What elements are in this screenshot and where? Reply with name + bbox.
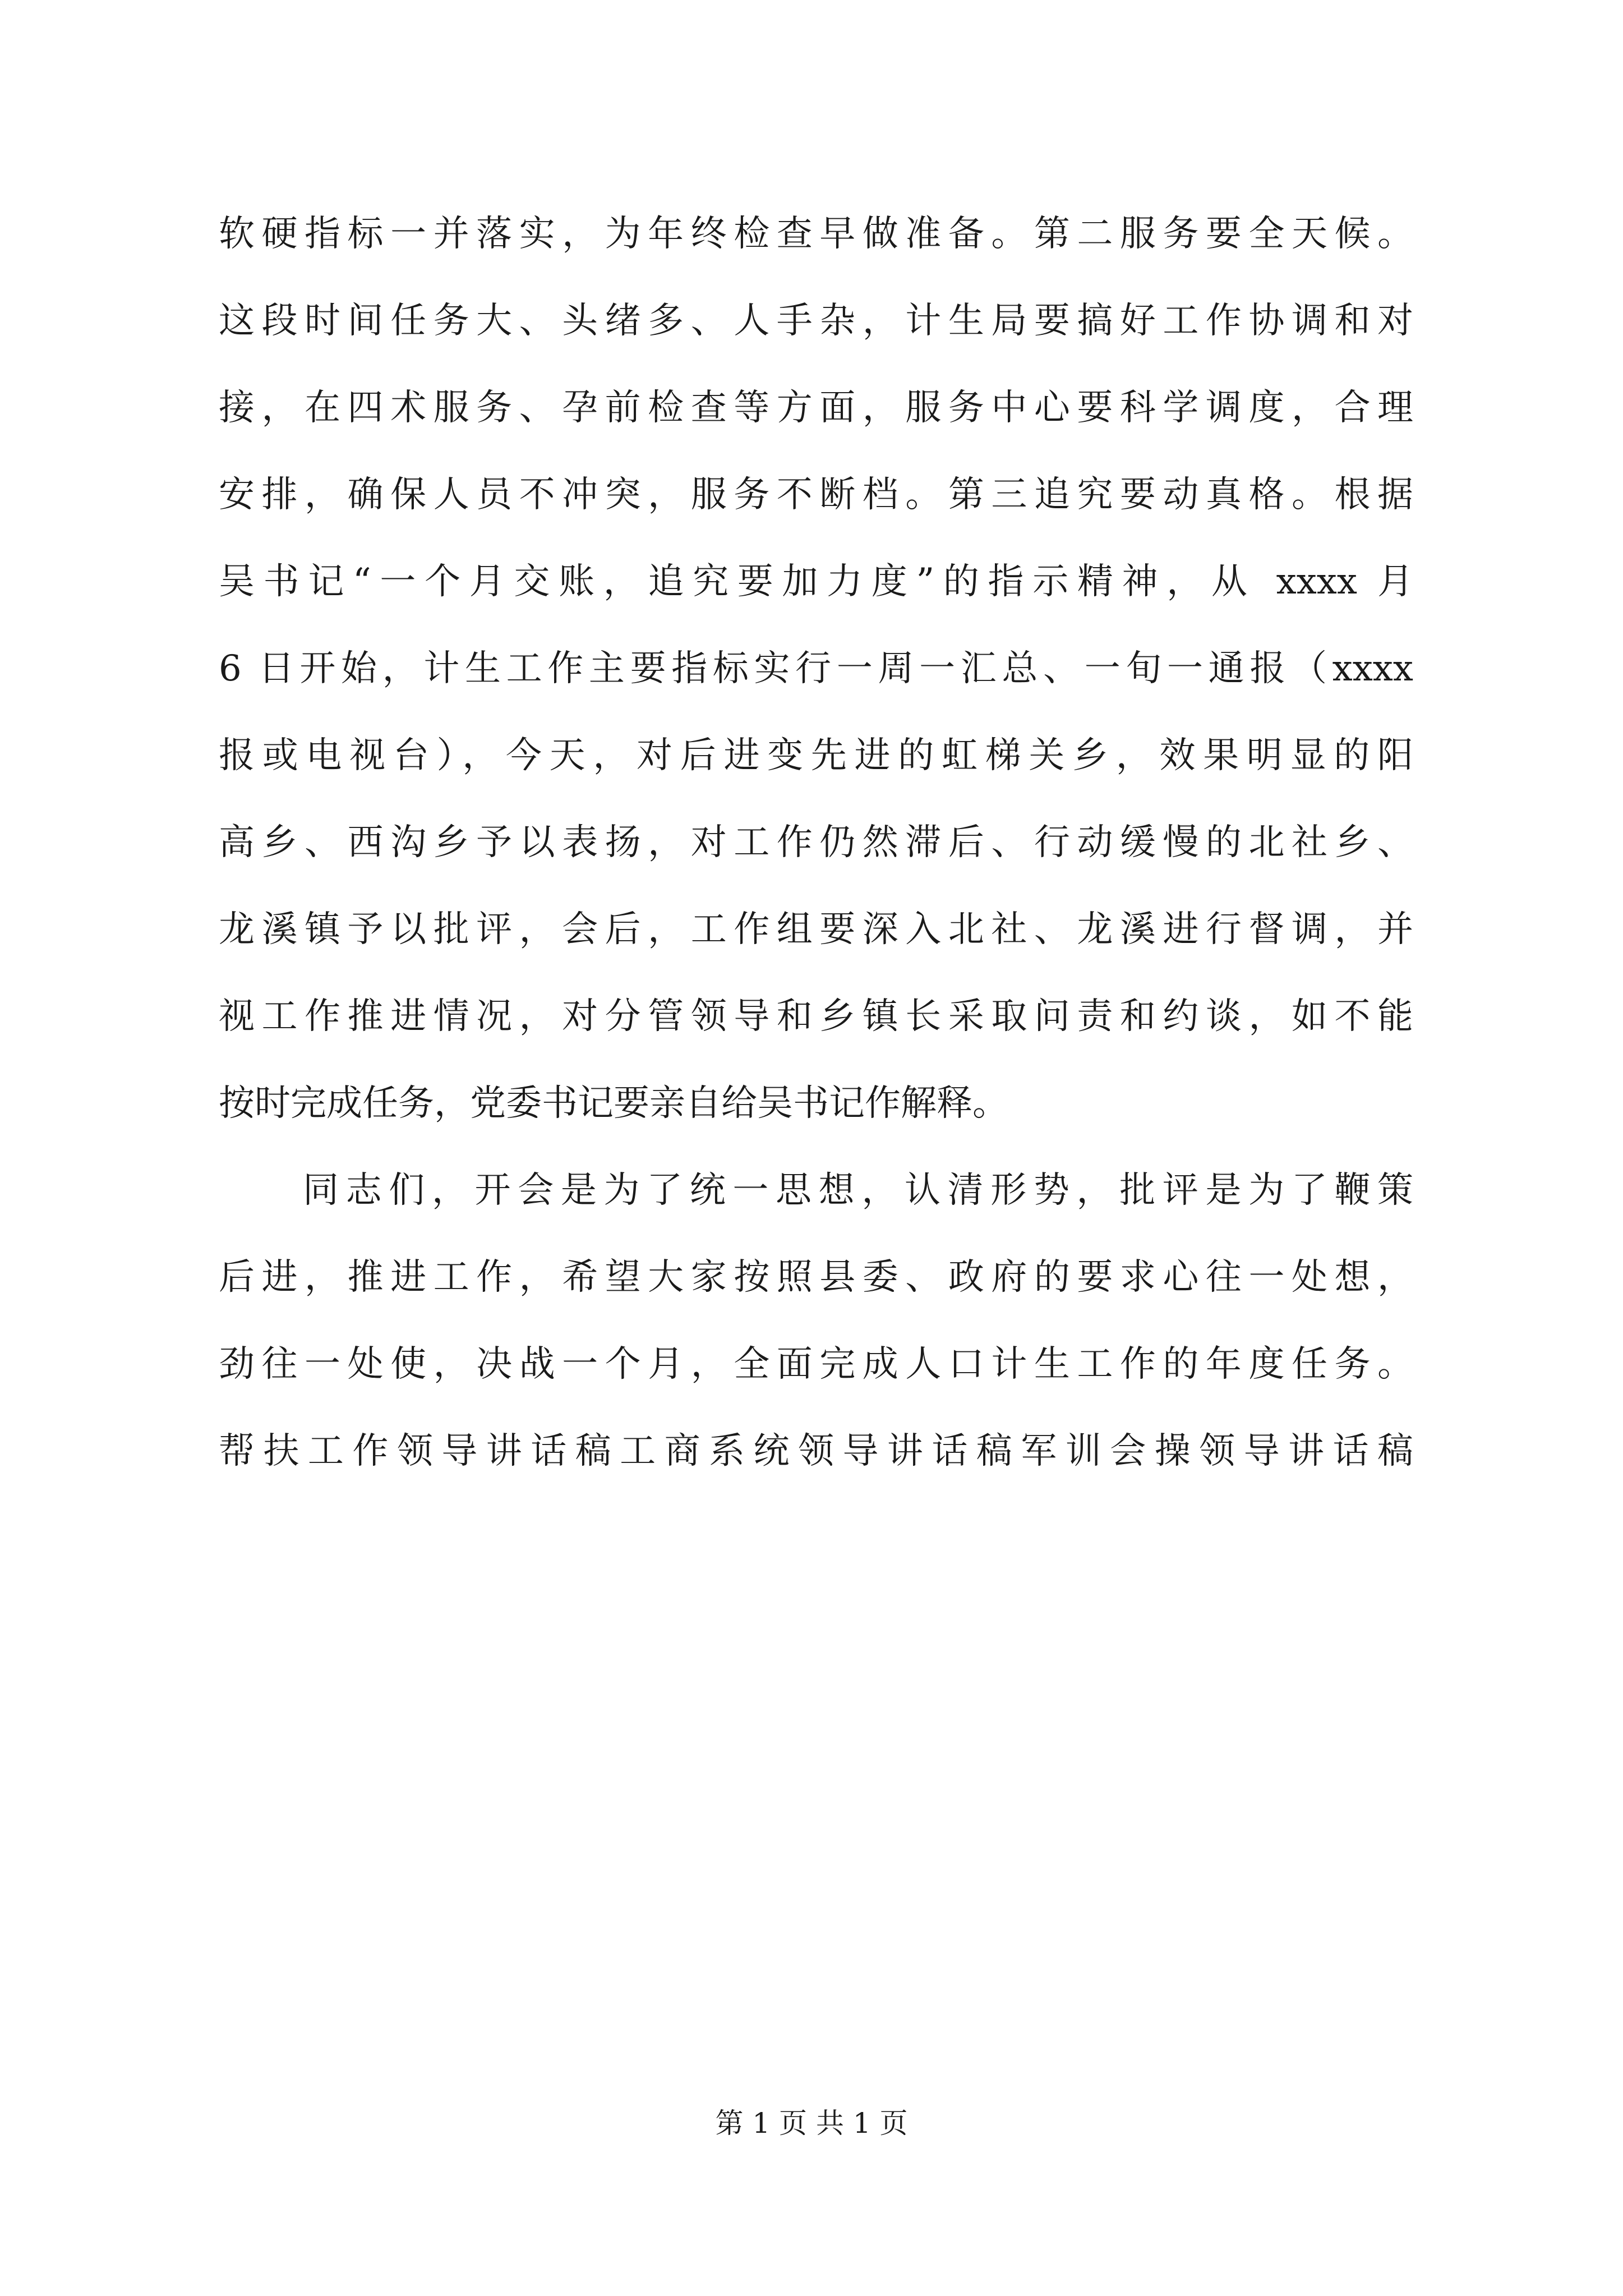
text-line: 安排，确保人员不冲突，服务不断档。第三追究要动真格。根据 bbox=[219, 474, 1413, 516]
text-line: 高乡、西沟乡予以表扬，对工作仍然滞后、行动缓慢的北社乡、 bbox=[219, 822, 1413, 863]
text-line: 视工作推进情况，对分管领导和乡镇长采取问责和约谈，如不能 bbox=[219, 996, 1413, 1037]
paragraph-2 bbox=[219, 1147, 1413, 1495]
text-line: 同志们，开会是为了统一思想，认清形势，批评是为了鞭策 bbox=[303, 1170, 1413, 1211]
page-number: 第 1 页 共 1 页 bbox=[715, 2107, 908, 2139]
page-footer bbox=[0, 2101, 1623, 2146]
text-line: 劲往一处使，决战一个月，全面完成人口计生工作的年度任务。 bbox=[219, 1343, 1413, 1385]
text-line: 龙溪镇予以批评，会后，工作组要深入北社、龙溪进行督调，并 bbox=[219, 909, 1413, 950]
text-line: 帮扶工作领导讲话稿工商系统领导讲话稿军训会操领导讲话稿 bbox=[219, 1430, 1413, 1472]
text-line: 后进，推进工作，希望大家按照县委、政府的要求心往一处想， bbox=[219, 1257, 1413, 1298]
body-text bbox=[219, 191, 1413, 1495]
text-line: 按时完成任务，党委书记要亲自给吴书记作解释。 bbox=[219, 1083, 1008, 1124]
text-line: 报或电视台），今天，对后进变先进的虹梯关乡，效果明显的阳 bbox=[219, 735, 1413, 776]
text-line: 这段时间任务大、头绪多、人手杂，计生局要搞好工作协调和对 bbox=[219, 300, 1413, 342]
text-line: 6 日开始，计生工作主要指标实行一周一汇总、一旬一通报（xxxx bbox=[219, 648, 1413, 689]
text-line: 接，在四术服务、孕前检查等方面，服务中心要科学调度，合理 bbox=[219, 387, 1413, 429]
text-line: 软硬指标一并落实，为年终检查早做准备。第二服务要全天候。 bbox=[219, 213, 1413, 255]
text-line: 吴书记“一个月交账，追究要加力度”的指示精神，从 xxxx 月 bbox=[219, 561, 1413, 602]
paragraph-1 bbox=[219, 191, 1413, 1147]
